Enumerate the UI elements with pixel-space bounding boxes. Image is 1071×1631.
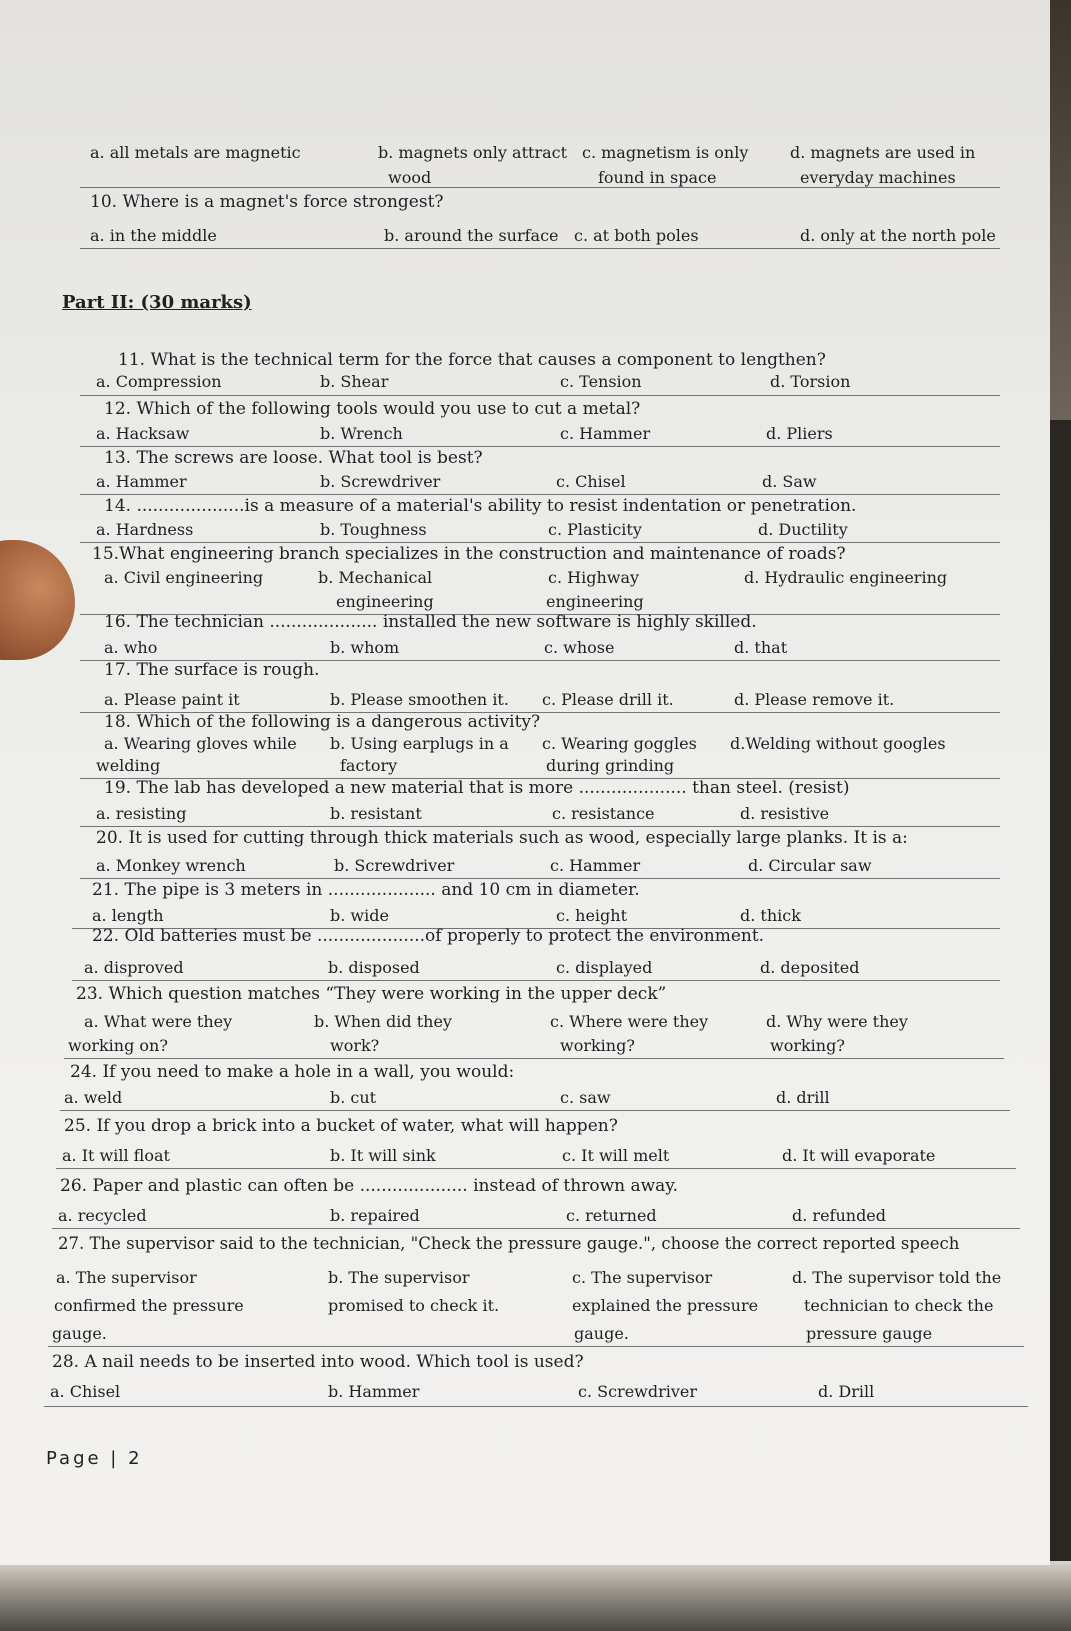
divider bbox=[80, 542, 1000, 543]
option-b: b. Screwdriver bbox=[334, 856, 455, 875]
option-c-cont: working? bbox=[560, 1036, 635, 1055]
option-a: a. Hardness bbox=[96, 520, 194, 539]
q25-question bbox=[0, 1116, 1050, 1138]
background-table bbox=[0, 1561, 1071, 1631]
section-heading: Part II: (30 marks) bbox=[62, 292, 252, 313]
q19-question bbox=[0, 778, 1050, 800]
question-text: 21. The pipe is 3 meters in .................... and 10 cm in diameter. bbox=[92, 880, 640, 900]
q26-question bbox=[0, 1176, 1050, 1198]
option-b: b. cut bbox=[330, 1088, 377, 1107]
question-text: 13. The screws are loose. What tool is best? bbox=[104, 448, 483, 468]
option-b: b. When did they bbox=[314, 1012, 452, 1031]
option-d: d. Torsion bbox=[770, 372, 851, 391]
question-text: 26. Paper and plastic can often be .................... instead of thrown away. bbox=[60, 1176, 679, 1196]
option-a: a. Monkey wrench bbox=[96, 856, 246, 875]
question-text: 14. ....................is a measure of a material's ability to resist indentation or penetration. bbox=[104, 496, 857, 516]
q23-options bbox=[0, 1012, 1050, 1034]
option-c: c. Plasticity bbox=[548, 520, 642, 539]
option-a: a. length bbox=[92, 906, 164, 925]
q18-options-cont bbox=[0, 756, 1050, 778]
option-a: a. resisting bbox=[96, 804, 187, 823]
option-b: b. The supervisor bbox=[328, 1268, 470, 1287]
q9-option-d: d. magnets are used in bbox=[790, 143, 976, 162]
q27-options-cont-2 bbox=[0, 1324, 1050, 1346]
question-text: 20. It is used for cutting through thick materials such as wood, especially large planks. It is a: bbox=[96, 828, 908, 848]
divider bbox=[80, 878, 1000, 879]
option-b-cont: promised to check it. bbox=[328, 1296, 500, 1315]
q18-options bbox=[0, 734, 1050, 756]
q22-question bbox=[0, 926, 1050, 948]
q22-options bbox=[0, 958, 1050, 980]
option-c: c. whose bbox=[544, 638, 615, 657]
option-d: d. only at the north pole bbox=[800, 226, 996, 245]
option-b-cont: engineering bbox=[336, 592, 434, 611]
option-c: c. saw bbox=[560, 1088, 611, 1107]
divider bbox=[80, 187, 1000, 188]
option-b: b. Hammer bbox=[328, 1382, 420, 1401]
option-b: b. Wrench bbox=[320, 424, 403, 443]
question-text: 19. The lab has developed a new material that is more .................... than steel. (resist) bbox=[104, 778, 850, 798]
question-text: 28. A nail needs to be inserted into wood. Which tool is used? bbox=[52, 1352, 584, 1372]
option-d: d. thick bbox=[740, 906, 801, 925]
q24-question bbox=[0, 1062, 1050, 1084]
option-c-cont: engineering bbox=[546, 592, 644, 611]
option-d: d. that bbox=[734, 638, 788, 657]
option-d: d. Please remove it. bbox=[734, 690, 895, 709]
option-d-cont: working? bbox=[770, 1036, 845, 1055]
page-number: Page | 2 bbox=[46, 1448, 143, 1469]
option-a: a. Wearing gloves while bbox=[104, 734, 297, 753]
option-c: c. Wearing goggles bbox=[542, 734, 697, 753]
divider bbox=[44, 1406, 1028, 1407]
q27-question bbox=[0, 1234, 1050, 1256]
option-b: b. Toughness bbox=[320, 520, 427, 539]
option-a: a. What were they bbox=[84, 1012, 233, 1031]
option-a-cont: welding bbox=[96, 756, 161, 775]
q10-question bbox=[0, 192, 1050, 214]
option-b-cont: work? bbox=[330, 1036, 380, 1055]
q9-options-row bbox=[0, 143, 1050, 165]
option-b: b. around the surface bbox=[384, 226, 559, 245]
option-c: c. Highway bbox=[548, 568, 640, 587]
q14-question bbox=[0, 496, 1050, 518]
question-text: 18. Which of the following is a dangerous activity? bbox=[104, 712, 541, 732]
option-a: a. Hacksaw bbox=[96, 424, 190, 443]
option-a-cont: working on? bbox=[68, 1036, 168, 1055]
option-a-cont-2: gauge. bbox=[52, 1324, 107, 1343]
q21-question bbox=[0, 880, 1050, 902]
page-footer bbox=[0, 1448, 1050, 1476]
q9-option-c-cont: found in space bbox=[598, 168, 717, 187]
q9-option-b: b. magnets only attract bbox=[378, 143, 568, 162]
option-c: c. Hammer bbox=[560, 424, 651, 443]
option-b: b. whom bbox=[330, 638, 400, 657]
q16-options bbox=[0, 638, 1050, 660]
divider bbox=[52, 1228, 1020, 1229]
q10-options bbox=[0, 226, 1050, 248]
option-b: b. Using earplugs in a bbox=[330, 734, 509, 753]
q9-option-d-cont: everyday machines bbox=[800, 168, 956, 187]
option-c: c. Screwdriver bbox=[578, 1382, 698, 1401]
question-text: 24. If you need to make a hole in a wall, you would: bbox=[70, 1062, 515, 1082]
option-c: c. Hammer bbox=[550, 856, 641, 875]
q12-question bbox=[0, 399, 1050, 421]
option-b: b. Mechanical bbox=[318, 568, 433, 587]
option-a: a. The supervisor bbox=[56, 1268, 197, 1287]
option-a-cont: confirmed the pressure bbox=[54, 1296, 244, 1315]
option-d: d. Drill bbox=[818, 1382, 875, 1401]
option-d: d. Ductility bbox=[758, 520, 848, 539]
option-d: d. Hydraulic engineering bbox=[744, 568, 948, 587]
option-d: d. The supervisor told the bbox=[792, 1268, 1002, 1287]
q18-question bbox=[0, 712, 1050, 734]
q20-options bbox=[0, 856, 1050, 878]
option-b: b. repaired bbox=[330, 1206, 420, 1225]
option-d-cont-2: pressure gauge bbox=[806, 1324, 933, 1343]
option-d: d.Welding without googles bbox=[730, 734, 946, 753]
q24-options bbox=[0, 1088, 1050, 1110]
divider bbox=[80, 248, 1000, 249]
q15-question bbox=[0, 544, 1050, 566]
option-c: c. Where were they bbox=[550, 1012, 709, 1031]
option-b: b. Screwdriver bbox=[320, 472, 441, 491]
option-a: a. recycled bbox=[58, 1206, 147, 1225]
option-a: a. It will float bbox=[62, 1146, 170, 1165]
divider bbox=[48, 1346, 1024, 1347]
q20-question bbox=[0, 828, 1050, 850]
question-text: 11. What is the technical term for the force that causes a component to lengthen? bbox=[118, 350, 826, 370]
question-text: 22. Old batteries must be ....................of properly to protect the environment. bbox=[92, 926, 765, 946]
question-text: 16. The technician .................... installed the new software is highly skilled. bbox=[104, 612, 757, 632]
option-c: c. Please drill it. bbox=[542, 690, 674, 709]
q9-option-a: a. all metals are magnetic bbox=[90, 143, 301, 162]
option-d: d. deposited bbox=[760, 958, 860, 977]
option-c: c. It will melt bbox=[562, 1146, 670, 1165]
option-a: a. Hammer bbox=[96, 472, 187, 491]
q21-options bbox=[0, 906, 1050, 928]
option-d: d. Circular saw bbox=[748, 856, 872, 875]
divider bbox=[80, 446, 1000, 447]
option-b: b. Please smoothen it. bbox=[330, 690, 509, 709]
option-a: a. in the middle bbox=[90, 226, 217, 245]
option-c: c. The supervisor bbox=[572, 1268, 713, 1287]
divider bbox=[80, 395, 1000, 396]
option-a: a. weld bbox=[64, 1088, 123, 1107]
option-c: c. displayed bbox=[556, 958, 653, 977]
q9-option-c: c. magnetism is only bbox=[582, 143, 749, 162]
divider bbox=[56, 1168, 1016, 1169]
option-d: d. It will evaporate bbox=[782, 1146, 936, 1165]
option-c-cont-2: gauge. bbox=[574, 1324, 629, 1343]
q27-options bbox=[0, 1268, 1050, 1290]
option-c: c. Tension bbox=[560, 372, 642, 391]
divider bbox=[80, 826, 1000, 827]
option-c-cont: explained the pressure bbox=[572, 1296, 759, 1315]
option-a: a. who bbox=[104, 638, 158, 657]
q13-options bbox=[0, 472, 1050, 494]
option-b-cont: factory bbox=[340, 756, 398, 775]
option-a: a. Compression bbox=[96, 372, 222, 391]
q11-question bbox=[0, 350, 1050, 372]
divider bbox=[80, 494, 1000, 495]
option-d: d. Pliers bbox=[766, 424, 833, 443]
option-c: c. Chisel bbox=[556, 472, 626, 491]
q17-question bbox=[0, 660, 1050, 682]
option-c: c. at both poles bbox=[574, 226, 699, 245]
option-b: b. wide bbox=[330, 906, 389, 925]
question-text: 27. The supervisor said to the technician, "Check the pressure gauge.", choose the correct reported speech bbox=[58, 1234, 960, 1253]
question-text: 15.What engineering branch specializes in the construction and maintenance of roads? bbox=[92, 544, 846, 564]
question-text: 12. Which of the following tools would you use to cut a metal? bbox=[104, 399, 641, 419]
question-text: 23. Which question matches “They were working in the upper deck” bbox=[76, 984, 667, 1004]
q28-question bbox=[0, 1352, 1050, 1374]
q27-options-cont bbox=[0, 1296, 1050, 1318]
option-d: d. Saw bbox=[762, 472, 817, 491]
q9-option-b-cont: wood bbox=[388, 168, 432, 187]
option-a: a. Chisel bbox=[50, 1382, 121, 1401]
q19-options bbox=[0, 804, 1050, 826]
option-c: c. resistance bbox=[552, 804, 655, 823]
option-a: a. disproved bbox=[84, 958, 184, 977]
divider bbox=[64, 1058, 1004, 1059]
q15-options-cont bbox=[0, 592, 1050, 614]
q23-options-cont bbox=[0, 1036, 1050, 1058]
q26-options bbox=[0, 1206, 1050, 1228]
divider bbox=[60, 1110, 1010, 1111]
option-a: a. Please paint it bbox=[104, 690, 240, 709]
option-b: b. disposed bbox=[328, 958, 420, 977]
option-b: b. Shear bbox=[320, 372, 389, 391]
option-d: d. resistive bbox=[740, 804, 830, 823]
option-d-cont: technician to check the bbox=[804, 1296, 994, 1315]
q17-options bbox=[0, 690, 1050, 712]
divider bbox=[72, 980, 1000, 981]
option-b: b. resistant bbox=[330, 804, 422, 823]
option-b: b. It will sink bbox=[330, 1146, 436, 1165]
option-c-cont: during grinding bbox=[546, 756, 675, 775]
q23-question bbox=[0, 984, 1050, 1006]
q13-question bbox=[0, 448, 1050, 470]
q14-options bbox=[0, 520, 1050, 542]
question-text: 25. If you drop a brick into a bucket of water, what will happen? bbox=[64, 1116, 618, 1136]
option-c: c. returned bbox=[566, 1206, 657, 1225]
question-text: 10. Where is a magnet's force strongest? bbox=[90, 192, 444, 212]
question-text: 17. The surface is rough. bbox=[104, 660, 320, 680]
q25-options bbox=[0, 1146, 1050, 1168]
q11-options bbox=[0, 372, 1050, 394]
option-d: d. refunded bbox=[792, 1206, 887, 1225]
q16-question bbox=[0, 612, 1050, 634]
option-d: d. Why were they bbox=[766, 1012, 908, 1031]
q15-options bbox=[0, 568, 1050, 590]
option-c: c. height bbox=[556, 906, 627, 925]
option-d: d. drill bbox=[776, 1088, 830, 1107]
option-a: a. Civil engineering bbox=[104, 568, 264, 587]
q12-options bbox=[0, 424, 1050, 446]
part-heading bbox=[0, 292, 1050, 314]
q28-options bbox=[0, 1382, 1050, 1404]
